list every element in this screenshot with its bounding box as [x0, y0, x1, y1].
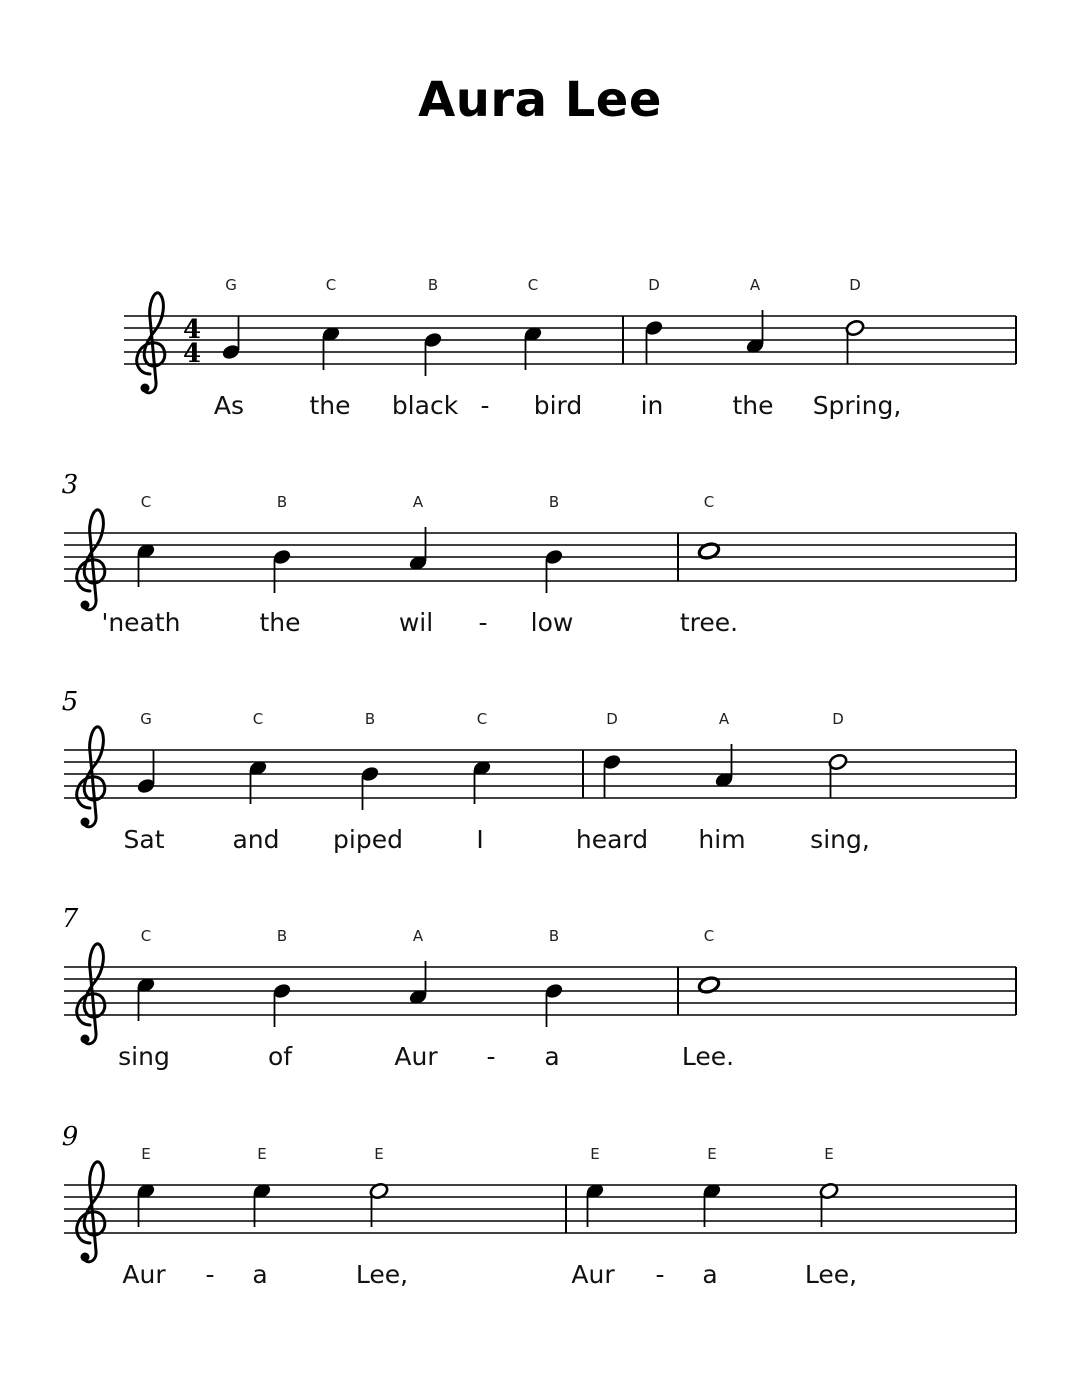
- staff-system: [62, 1122, 1016, 1289]
- lyric-syllable: and: [232, 825, 280, 854]
- note-name-label: A: [718, 710, 730, 728]
- note: [268, 927, 293, 1071]
- note: [101, 493, 180, 637]
- lyric-syllable: low: [530, 608, 574, 637]
- treble-clef-dot: [141, 384, 150, 393]
- note: [118, 927, 170, 1071]
- note: [544, 927, 565, 1071]
- note-name-label: D: [606, 710, 618, 728]
- note: [333, 710, 403, 854]
- note: [309, 276, 350, 420]
- treble-clef-dot: [81, 1253, 90, 1262]
- note: [523, 276, 583, 420]
- note: [356, 1145, 408, 1289]
- note: [232, 710, 279, 854]
- lyric-syllable: bird: [533, 391, 583, 420]
- lyric-syllable: Lee,: [804, 1260, 858, 1289]
- lyric-syllable: in: [640, 391, 664, 420]
- note: [259, 493, 300, 637]
- note-name-label: B: [548, 927, 560, 945]
- note: [214, 276, 244, 420]
- treble-clef-icon: [77, 1162, 105, 1262]
- staff-system: [62, 470, 1016, 637]
- note-name-label: C: [703, 927, 715, 945]
- note: [732, 276, 773, 420]
- note-name-label: A: [749, 276, 761, 294]
- lyric-syllable: tree.: [679, 608, 739, 637]
- note: [472, 710, 493, 854]
- measure-number: 9: [61, 1122, 79, 1152]
- measure-number: 5: [61, 687, 79, 717]
- treble-clef-icon: [77, 944, 105, 1044]
- lyric-syllable: the: [259, 608, 301, 637]
- treble-clef-dot: [81, 1035, 90, 1044]
- lyric-syllable: 'neath: [101, 608, 181, 637]
- staff-system: [62, 687, 1016, 854]
- lyric-syllable: I: [476, 825, 484, 854]
- lyric-syllable: the: [732, 391, 774, 420]
- note: [124, 710, 165, 854]
- note-name-label: A: [412, 493, 424, 511]
- treble-clef-dot: [81, 818, 90, 827]
- note-name-label: D: [849, 276, 861, 294]
- lyric-hyphen: -: [478, 608, 488, 637]
- note-name-label: C: [703, 493, 715, 511]
- note: [252, 1145, 273, 1289]
- lyric-syllable: Aur: [394, 1042, 438, 1071]
- note-name-label: A: [412, 927, 424, 945]
- note-name-label: B: [427, 276, 439, 294]
- note-name-label: C: [325, 276, 337, 294]
- note: [399, 493, 433, 637]
- lyric-syllable: the: [309, 391, 351, 420]
- measure-number: 3: [61, 470, 79, 500]
- note: [392, 276, 459, 420]
- lyric-syllable: Aur: [122, 1260, 166, 1289]
- note: [810, 710, 870, 854]
- treble-clef-icon: [137, 293, 165, 393]
- page-title: Aura Lee: [418, 72, 662, 128]
- note-name-label: E: [141, 1145, 151, 1163]
- staff-system: [124, 276, 1016, 420]
- note-name-label: C: [140, 493, 152, 511]
- note-name-label: E: [590, 1145, 600, 1163]
- lyric-syllable: of: [267, 1042, 293, 1071]
- note: [531, 493, 574, 637]
- lyric-syllable: Aur: [571, 1260, 615, 1289]
- lyric-syllable: piped: [333, 825, 403, 854]
- time-signature-bottom: 4: [182, 339, 202, 369]
- lyric-syllable: a: [544, 1042, 560, 1071]
- lyric-syllable: wil: [398, 608, 434, 637]
- lyric-syllable: sing,: [810, 825, 870, 854]
- note-name-label: G: [225, 276, 237, 294]
- note-name-label: C: [476, 710, 488, 728]
- lyric-hyphen: -: [486, 1042, 496, 1071]
- lyric-syllable: him: [698, 825, 746, 854]
- note-name-label: C: [527, 276, 539, 294]
- note: [698, 710, 745, 854]
- note-name-label: B: [364, 710, 376, 728]
- note: [680, 493, 738, 637]
- lyric-hyphen: -: [480, 391, 490, 420]
- lyric-syllable: Lee,: [355, 1260, 409, 1289]
- note: [813, 276, 902, 420]
- staff-system: [62, 904, 1016, 1071]
- note: [682, 927, 734, 1071]
- lyric-syllable: heard: [575, 825, 649, 854]
- treble-clef-icon: [77, 727, 105, 827]
- note-name-label: C: [252, 710, 264, 728]
- note: [805, 1145, 857, 1289]
- treble-clef-icon: [77, 510, 105, 610]
- lyric-hyphen: -: [205, 1260, 215, 1289]
- note-name-label: D: [832, 710, 844, 728]
- lyric-syllable: Lee.: [681, 1042, 735, 1071]
- note: [122, 1145, 166, 1289]
- note-name-label: E: [824, 1145, 834, 1163]
- note-name-label: E: [374, 1145, 384, 1163]
- lyric-syllable: Sat: [123, 825, 165, 854]
- note: [571, 1145, 615, 1289]
- note-name-label: B: [276, 927, 288, 945]
- lyric-hyphen: -: [655, 1260, 665, 1289]
- lyric-syllable: black: [391, 391, 459, 420]
- lyric-syllable: sing: [118, 1042, 170, 1071]
- lyric-syllable: As: [213, 391, 245, 420]
- treble-clef-dot: [81, 601, 90, 610]
- lyric-syllable: a: [252, 1260, 268, 1289]
- note-name-label: E: [257, 1145, 267, 1163]
- note: [702, 1145, 723, 1289]
- note-name-label: C: [140, 927, 152, 945]
- measure-number: 7: [61, 904, 79, 934]
- note-name-label: E: [707, 1145, 717, 1163]
- lyric-syllable: Spring,: [812, 391, 902, 420]
- note-name-label: B: [276, 493, 288, 511]
- note-name-label: D: [648, 276, 660, 294]
- note-name-label: B: [548, 493, 560, 511]
- note: [576, 710, 648, 854]
- lyric-syllable: a: [702, 1260, 718, 1289]
- note: [394, 927, 438, 1071]
- note: [641, 276, 665, 420]
- time-signature-top: 4: [182, 315, 202, 345]
- note-name-label: G: [140, 710, 152, 728]
